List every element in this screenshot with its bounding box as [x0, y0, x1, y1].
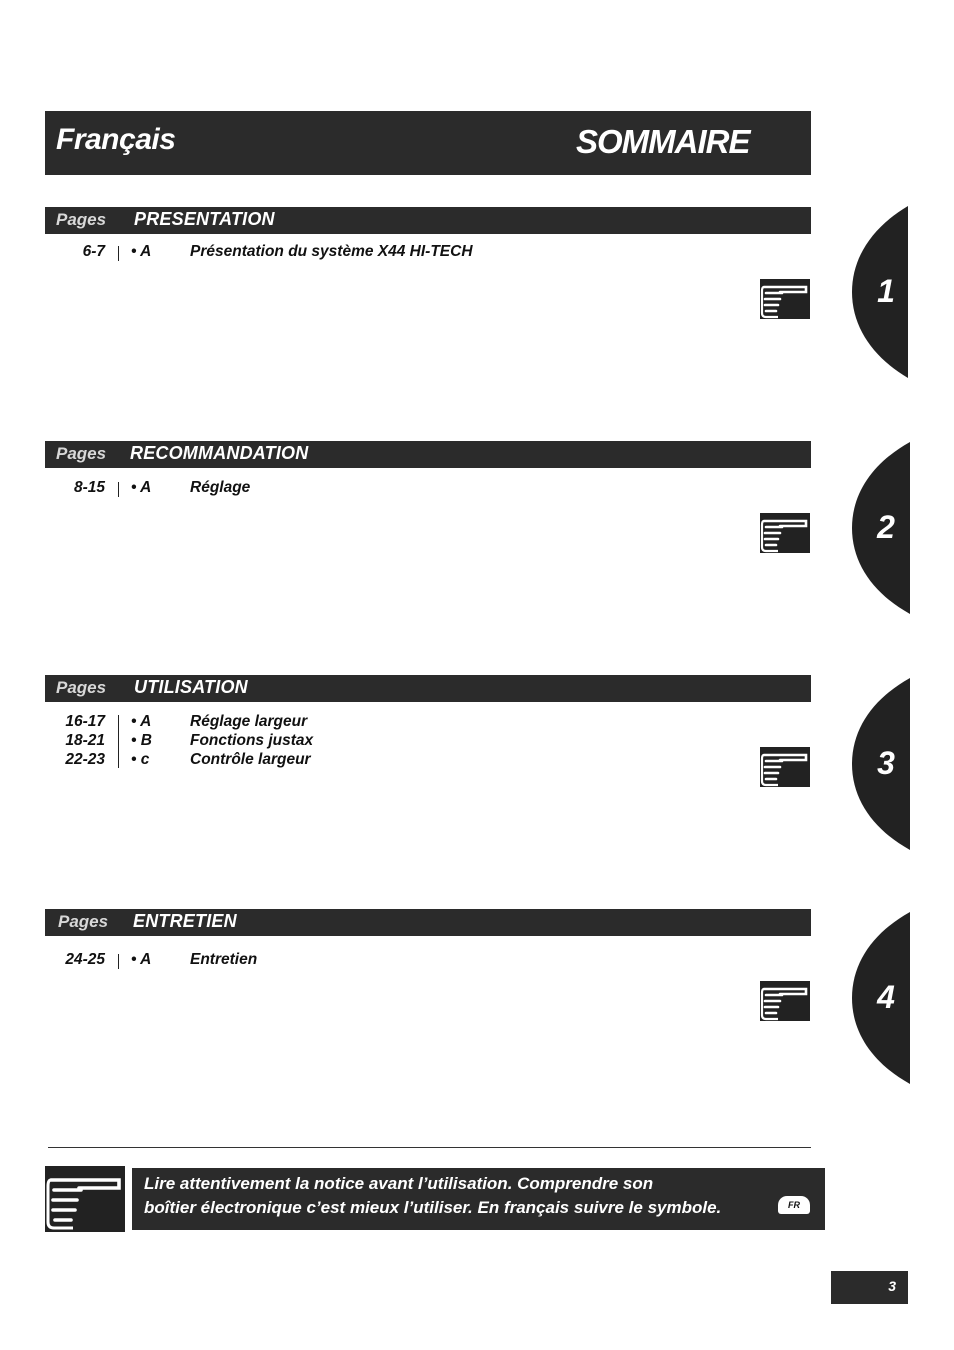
toc-marker: • A: [131, 713, 152, 730]
section-tab-4[interactable]: [852, 912, 912, 1084]
pointing-hand-icon[interactable]: [760, 513, 810, 553]
pages-label: Pages: [56, 444, 107, 463]
toc-pages: 6-7: [82, 243, 105, 260]
toc-pages: 22-23: [65, 751, 105, 768]
pages-label: Pages: [58, 912, 109, 931]
title-bar: [45, 111, 811, 175]
toc-text: Contrôle largeur: [190, 751, 311, 768]
section-bar-entretien: [45, 909, 811, 936]
language-title: Français: [56, 123, 176, 156]
section-title: ENTRETIEN: [133, 911, 237, 931]
toc-pages: 16-17: [65, 713, 105, 730]
pointing-hand-icon[interactable]: [760, 279, 810, 319]
toc-text: Entretien: [190, 951, 258, 968]
page-title: SOMMAIRE: [576, 123, 750, 160]
pointing-hand-icon[interactable]: [760, 981, 810, 1021]
tab-number: 4: [877, 979, 895, 1015]
pointing-hand-icon[interactable]: [760, 747, 810, 787]
toc-marker: • A: [131, 479, 152, 496]
language-badge: FR: [778, 1196, 810, 1214]
pointing-hand-icon: [45, 1166, 125, 1232]
toc-marker: • A: [131, 951, 152, 968]
toc-pages: 24-25: [65, 951, 105, 968]
tab-number: 3: [877, 745, 895, 781]
instruction-note: [132, 1168, 825, 1230]
page-number: 3: [888, 1278, 896, 1294]
divider: [118, 246, 119, 261]
section-title: RECOMMANDATION: [130, 443, 309, 463]
footer-divider: [48, 1147, 811, 1148]
section-bar-utilisation: [45, 675, 811, 702]
section-bar-recommandation: [45, 441, 811, 468]
toc-marker: • B: [131, 732, 152, 749]
section-title: PRESENTATION: [134, 209, 275, 229]
toc-text: Réglage: [190, 479, 251, 496]
note-line-2: boîtier électronique c’est mieux l’utiliser. En français suivre le symbole.: [144, 1198, 722, 1217]
pages-label: Pages: [56, 678, 107, 697]
section-tab-2[interactable]: [852, 442, 912, 614]
section-bar-presentation: [45, 207, 811, 234]
toc-pages: 8-15: [73, 479, 105, 496]
toc-marker: • c: [131, 751, 150, 768]
divider: [118, 482, 119, 497]
toc-marker: • A: [131, 243, 152, 260]
section-title: UTILISATION: [134, 677, 248, 697]
toc-pages: 18-21: [65, 732, 105, 749]
pages-label: Pages: [56, 210, 107, 229]
toc-text: Présentation du système X44 HI-TECH: [190, 243, 473, 260]
divider: [118, 954, 119, 969]
section-tab-1[interactable]: [852, 206, 912, 378]
tab-number: 2: [877, 509, 895, 545]
section-tab-3[interactable]: [852, 678, 912, 850]
divider: [118, 715, 119, 768]
note-line-1: Lire attentivement la notice avant l’utilisation. Comprendre son: [144, 1174, 654, 1193]
toc-text: Fonctions justax: [190, 732, 314, 749]
toc-text: Réglage largeur: [190, 713, 308, 730]
page-number-box: [831, 1271, 908, 1304]
tab-number: 1: [877, 273, 895, 309]
